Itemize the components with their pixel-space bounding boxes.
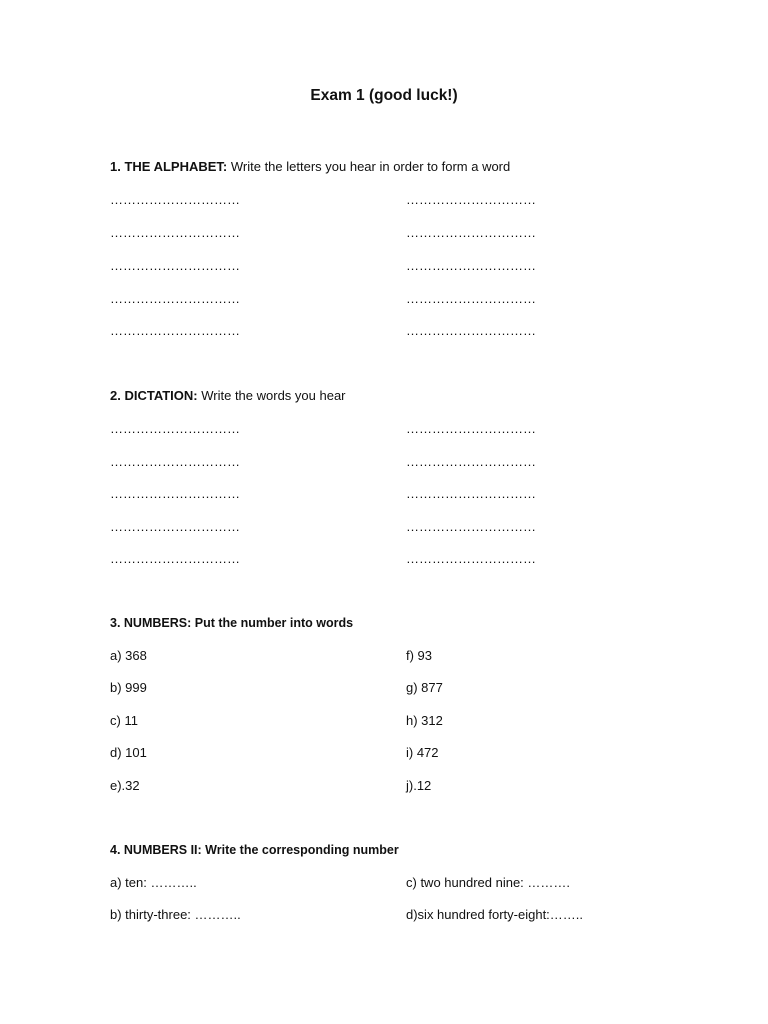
page-title: Exam 1 (good luck!) <box>310 87 458 104</box>
dictation-row <box>110 519 670 537</box>
section-alphabet-heading <box>110 159 510 174</box>
alphabet-blank-4[interactable]: ………………………… <box>110 291 240 306</box>
alphabet-blank-9[interactable]: ………………………… <box>406 291 536 306</box>
alphabet-row <box>110 291 670 309</box>
numbers-item-a: a) 368 <box>110 648 147 663</box>
numbers-ii-item-d[interactable]: d)six hundred forty-eight:…….. <box>406 907 584 922</box>
alphabet-blank-7[interactable]: ………………………… <box>406 225 536 240</box>
section-alphabet-label: 1. THE ALPHABET: <box>110 159 228 174</box>
numbers-ii-row <box>110 875 670 893</box>
dictation-row <box>110 421 670 439</box>
numbers-item-j: j).12 <box>406 778 432 793</box>
dictation-blank-5[interactable]: ………………………… <box>110 551 240 566</box>
alphabet-blank-3[interactable]: ………………………… <box>110 258 240 273</box>
numbers-ii-item-a[interactable]: a) ten: ……….. <box>110 875 197 890</box>
numbers-ii-item-b[interactable]: b) thirty-three: ……….. <box>110 907 241 922</box>
alphabet-blank-1[interactable]: ………………………… <box>110 192 240 207</box>
dictation-blank-9[interactable]: ………………………… <box>406 519 536 534</box>
numbers-row <box>110 713 670 731</box>
numbers-item-c: c) 11 <box>110 713 138 728</box>
alphabet-blank-5[interactable]: ………………………… <box>110 323 240 338</box>
dictation-row <box>110 551 670 569</box>
dictation-blank-3[interactable]: ………………………… <box>110 486 240 501</box>
alphabet-blank-6[interactable]: ………………………… <box>406 192 536 207</box>
numbers-ii-item-c[interactable]: c) two hundred nine: ………. <box>406 875 571 890</box>
numbers-row <box>110 648 670 666</box>
dictation-blank-10[interactable]: ………………………… <box>406 551 536 566</box>
dictation-blank-7[interactable]: ………………………… <box>406 454 536 469</box>
section-numbers-ii-heading <box>110 843 399 857</box>
numbers-item-f: f) 93 <box>406 648 433 663</box>
alphabet-row <box>110 225 670 243</box>
section-numbers-label: 3. NUMBERS: <box>110 616 192 630</box>
dictation-row <box>110 486 670 504</box>
section-dictation-instruction: Write the words you hear <box>197 388 346 403</box>
section-numbers-heading <box>110 616 353 630</box>
numbers-item-d: d) 101 <box>110 745 147 760</box>
alphabet-row <box>110 192 670 210</box>
numbers-row <box>110 778 670 796</box>
section-numbers-ii-label: 4. NUMBERS II: <box>110 843 202 857</box>
alphabet-row <box>110 258 670 276</box>
numbers-row <box>110 745 670 763</box>
dictation-blank-8[interactable]: ………………………… <box>406 486 536 501</box>
numbers-item-b: b) 999 <box>110 680 147 695</box>
section-dictation-label: 2. DICTATION: <box>110 388 198 403</box>
section-numbers-instruction: Put the number into words <box>191 616 354 630</box>
alphabet-blank-10[interactable]: ………………………… <box>406 323 536 338</box>
numbers-item-i: i) 472 <box>406 745 439 760</box>
numbers-item-e: e).32 <box>110 778 140 793</box>
alphabet-row <box>110 323 670 341</box>
numbers-item-g: g) 877 <box>406 680 443 695</box>
dictation-blank-1[interactable]: ………………………… <box>110 421 240 436</box>
alphabet-blank-8[interactable]: ………………………… <box>406 258 536 273</box>
dictation-row <box>110 454 670 472</box>
section-dictation-heading <box>110 388 346 403</box>
numbers-row <box>110 680 670 698</box>
numbers-ii-row <box>110 907 670 925</box>
numbers-item-h: h) 312 <box>406 713 443 728</box>
section-numbers-ii-instruction: Write the corresponding number <box>201 843 399 857</box>
dictation-blank-2[interactable]: ………………………… <box>110 454 240 469</box>
dictation-blank-6[interactable]: ………………………… <box>406 421 536 436</box>
dictation-blank-4[interactable]: ………………………… <box>110 519 240 534</box>
alphabet-blank-2[interactable]: ………………………… <box>110 225 240 240</box>
section-alphabet-instruction: Write the letters you hear in order to form a word <box>227 159 511 174</box>
